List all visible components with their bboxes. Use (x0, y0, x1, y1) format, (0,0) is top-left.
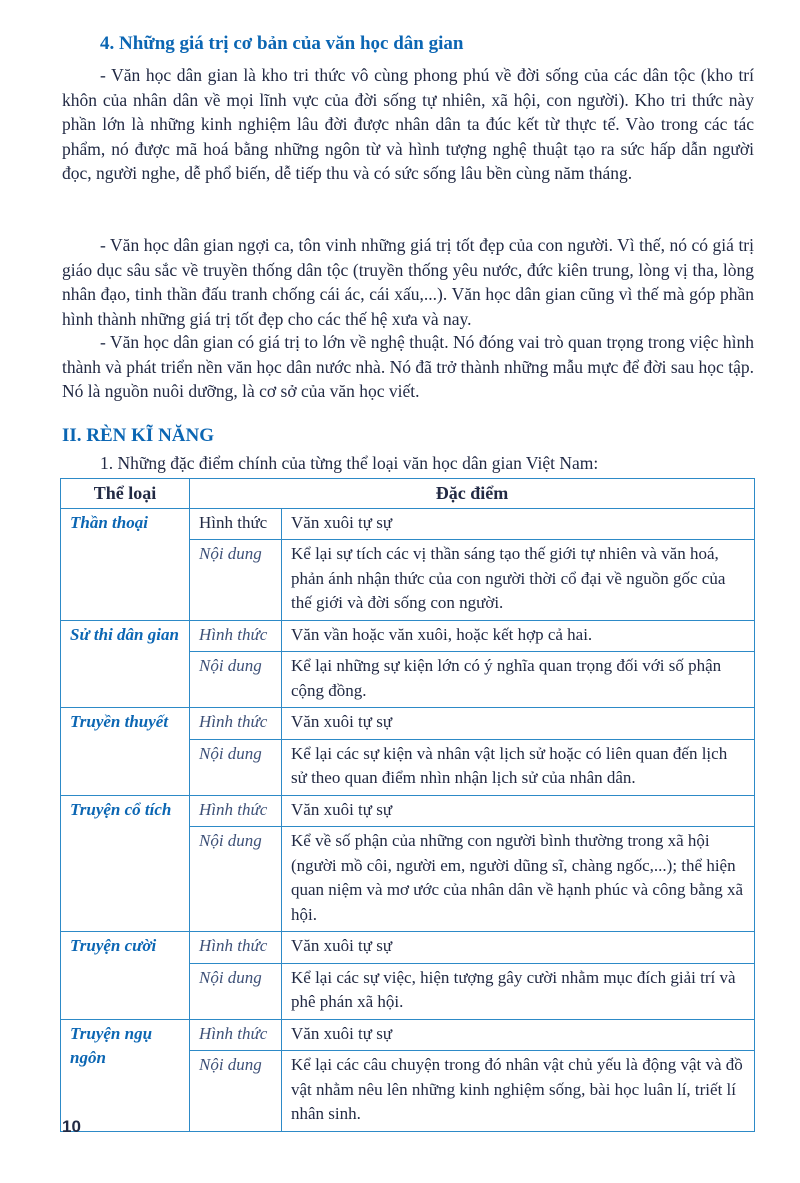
content-label: Nội dung (190, 652, 282, 708)
content-value: Kể lại những sự kiện lớn có ý nghĩa quan trọng đối với số phận cộng đồng. (282, 652, 755, 708)
content-label: Nội dung (190, 1051, 282, 1132)
table-row (61, 620, 755, 652)
header-features: Đặc điểm (190, 479, 755, 509)
genre-name: Truyện ngụ ngôn (61, 1019, 190, 1131)
form-value: Văn vần hoặc văn xuôi, hoặc kết hợp cả hai. (282, 620, 755, 652)
content-value: Kể lại các sự kiện và nhân vật lịch sử hoặc có liên quan đến lịch sử theo quan điểm nhìn nhận lịch sử của nhân dân. (282, 739, 755, 795)
table-row (61, 708, 755, 740)
genre-name: Sử thi dân gian (61, 620, 190, 708)
table-row (61, 508, 755, 540)
genre-table (60, 478, 755, 1132)
form-label: Hình thức (190, 708, 282, 740)
form-value: Văn xuôi tự sự (282, 1019, 755, 1051)
table-header-row (61, 479, 755, 509)
table-row (61, 932, 755, 964)
page-number: 10 (62, 1117, 81, 1136)
skills-heading: II. RÈN KĨ NĂNG (62, 425, 215, 446)
paragraph-art: - Văn học dân gian có giá trị to lớn về nghệ thuật. Nó đóng vai trò quan trọng trong việc hình thành và phát triển nền văn học dân nước nhà. Nó đã trở thành những mẫu mực để đời sau học tập. Nó là nguồn nuôi dưỡng, là cơ sở của văn học viết. (62, 332, 754, 401)
table-row (61, 1019, 755, 1051)
genre-name: Truyền thuyết (61, 708, 190, 796)
paragraph-knowledge: - Văn học dân gian là kho tri thức vô cùng phong phú về đời sống của các dân tộc (kho trí khôn của nhân dân về mọi lĩnh vực của đời sống tự nhiên, xã hội, con người). Kho tri thức này phần lớn là những kinh nghiệm lâu đời được nhân dân ta đúc kết từ thực tế. Vào trong các tác phẩm, nó được mã hoá bằng những ngôn từ và hình tượng nghệ thuật tạo ra sức hấp dẫn người đọc, người nghe, dễ phổ biến, dễ tiếp thu và có sức sống lâu bền cùng năm tháng. (62, 65, 754, 183)
content-value: Kể lại các sự việc, hiện tượng gây cười nhằm mục đích giải trí và phê phán xã hội. (282, 963, 755, 1019)
form-label: Hình thức (190, 932, 282, 964)
form-label: Hình thức (190, 1019, 282, 1051)
content-label: Nội dung (190, 827, 282, 932)
content-label: Nội dung (190, 540, 282, 621)
content-label: Nội dung (190, 963, 282, 1019)
paragraph-education: - Văn học dân gian ngợi ca, tôn vinh những giá trị tốt đẹp của con người. Vì thế, nó có giá trị giáo dục sâu sắc về truyền thống dân tộc (truyền thống yêu nước, đức kiên trung, lòng vị tha, lòng nhân đạo, tinh thần đấu tranh chống cái ác, cái xấu,...). Văn học dân gian cũng vì thế mà góp phần hình thành những giá trị tốt đẹp cho các thế hệ xưa và nay. (62, 235, 754, 329)
form-value: Văn xuôi tự sự (282, 932, 755, 964)
content-value: Kể lại các câu chuyện trong đó nhân vật chủ yếu là động vật và đồ vật nhằm nêu lên những kinh nghiệm sống, bài học luân lí, triết lí nhân sinh. (282, 1051, 755, 1132)
form-value: Văn xuôi tự sự (282, 795, 755, 827)
genre-name: Truyện cổ tích (61, 795, 190, 932)
content-value: Kể lại sự tích các vị thần sáng tạo thế giới tự nhiên và văn hoá, phản ánh nhận thức của con người thời cổ đại về nguồn gốc của thế giới và đời sống con người. (282, 540, 755, 621)
form-label: Hình thức (190, 508, 282, 540)
form-label: Hình thức (190, 620, 282, 652)
content-value: Kể về số phận của những con người bình thường trong xã hội (người mồ côi, người em, người dũng sĩ, chàng ngốc,...); thể hiện quan niệm và mơ ước của nhân dân về hạnh phúc và công bằng xã hội. (282, 827, 755, 932)
header-genre: Thể loại (61, 479, 190, 509)
genre-name: Truyện cười (61, 932, 190, 1020)
genre-name: Thần thoại (61, 508, 190, 620)
form-label: Hình thức (190, 795, 282, 827)
form-value: Văn xuôi tự sự (282, 508, 755, 540)
section-title: 4. Những giá trị cơ bản của văn học dân gian (100, 33, 464, 54)
form-value: Văn xuôi tự sự (282, 708, 755, 740)
table-row (61, 795, 755, 827)
skills-intro: 1. Những đặc điểm chính của từng thể loại văn học dân gian Việt Nam: (100, 453, 599, 473)
content-label: Nội dung (190, 739, 282, 795)
